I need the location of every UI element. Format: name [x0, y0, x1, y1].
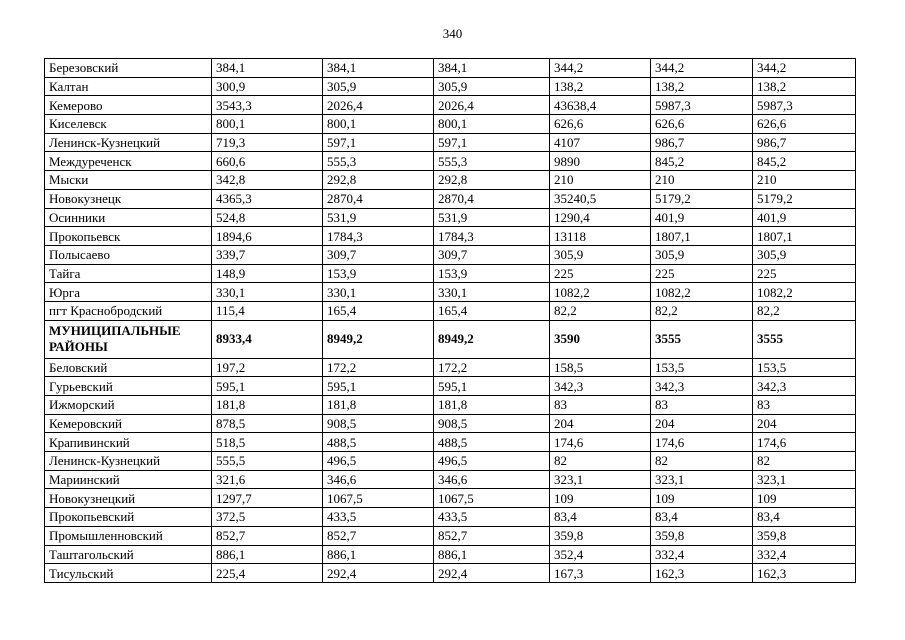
- value-cell: 886,1: [212, 545, 323, 564]
- value-cell: 800,1: [212, 115, 323, 134]
- value-cell: 82,2: [651, 301, 753, 320]
- table-row: [45, 358, 856, 377]
- value-cell: 292,4: [434, 564, 550, 583]
- value-cell: 309,7: [434, 245, 550, 264]
- value-cell: 109: [753, 489, 856, 508]
- value-cell: 359,8: [550, 526, 651, 545]
- value-cell: 1807,1: [753, 227, 856, 246]
- section-label: МУНИЦИПАЛЬНЫЕ РАЙОНЫ: [45, 320, 212, 358]
- value-cell: 344,2: [651, 59, 753, 78]
- value-cell: 597,1: [323, 133, 434, 152]
- municipality-name: Осинники: [45, 208, 212, 227]
- value-cell: 555,3: [323, 152, 434, 171]
- table-row: [45, 152, 856, 171]
- data-table: [44, 58, 856, 583]
- value-cell: 204: [651, 414, 753, 433]
- value-cell: 225: [753, 264, 856, 283]
- value-cell: 330,1: [434, 283, 550, 302]
- value-cell: 1784,3: [323, 227, 434, 246]
- value-cell: 82,2: [550, 301, 651, 320]
- value-cell: 2870,4: [323, 189, 434, 208]
- value-cell: 1784,3: [434, 227, 550, 246]
- value-cell: 433,5: [323, 508, 434, 527]
- value-cell: 5987,3: [651, 96, 753, 115]
- municipality-name: Крапивинский: [45, 433, 212, 452]
- table-row: [45, 115, 856, 134]
- value-cell: 43638,4: [550, 96, 651, 115]
- value-cell: 384,1: [212, 59, 323, 78]
- value-cell: 162,3: [651, 564, 753, 583]
- value-cell: 153,5: [651, 358, 753, 377]
- value-cell: 852,7: [323, 526, 434, 545]
- value-cell: 3555: [651, 320, 753, 358]
- value-cell: 852,7: [212, 526, 323, 545]
- value-cell: 332,4: [651, 545, 753, 564]
- value-cell: 719,3: [212, 133, 323, 152]
- value-cell: 83: [753, 396, 856, 415]
- value-cell: 626,6: [753, 115, 856, 134]
- value-cell: 210: [651, 171, 753, 190]
- value-cell: 148,9: [212, 264, 323, 283]
- value-cell: 2026,4: [434, 96, 550, 115]
- value-cell: 3555: [753, 320, 856, 358]
- value-cell: 174,6: [651, 433, 753, 452]
- value-cell: 305,9: [323, 77, 434, 96]
- value-cell: 138,2: [550, 77, 651, 96]
- table-row: [45, 545, 856, 564]
- value-cell: 305,9: [434, 77, 550, 96]
- municipality-name: Кемерово: [45, 96, 212, 115]
- value-cell: 138,2: [651, 77, 753, 96]
- value-cell: 82: [550, 452, 651, 471]
- value-cell: 292,4: [323, 564, 434, 583]
- value-cell: 210: [753, 171, 856, 190]
- value-cell: 339,7: [212, 245, 323, 264]
- municipality-name: Таштагольский: [45, 545, 212, 564]
- value-cell: 153,5: [753, 358, 856, 377]
- table-row: [45, 189, 856, 208]
- value-cell: 555,3: [434, 152, 550, 171]
- value-cell: 595,1: [434, 377, 550, 396]
- value-cell: 109: [550, 489, 651, 508]
- value-cell: 305,9: [651, 245, 753, 264]
- value-cell: 401,9: [753, 208, 856, 227]
- value-cell: 384,1: [323, 59, 434, 78]
- value-cell: 342,3: [753, 377, 856, 396]
- value-cell: 1067,5: [434, 489, 550, 508]
- municipality-name: пгт Краснобродский: [45, 301, 212, 320]
- value-cell: 531,9: [323, 208, 434, 227]
- municipality-name: Гурьевский: [45, 377, 212, 396]
- value-cell: 8949,2: [323, 320, 434, 358]
- value-cell: 210: [550, 171, 651, 190]
- value-cell: 300,9: [212, 77, 323, 96]
- table-row: [45, 470, 856, 489]
- value-cell: 1290,4: [550, 208, 651, 227]
- value-cell: 878,5: [212, 414, 323, 433]
- value-cell: 181,8: [323, 396, 434, 415]
- value-cell: 165,4: [323, 301, 434, 320]
- value-cell: 332,4: [753, 545, 856, 564]
- value-cell: 359,8: [651, 526, 753, 545]
- value-cell: 908,5: [434, 414, 550, 433]
- value-cell: 908,5: [323, 414, 434, 433]
- table-row: [45, 489, 856, 508]
- municipality-name: Ленинск-Кузнецкий: [45, 452, 212, 471]
- value-cell: 986,7: [753, 133, 856, 152]
- value-cell: 82,2: [753, 301, 856, 320]
- value-cell: 1082,2: [550, 283, 651, 302]
- municipality-name: Киселевск: [45, 115, 212, 134]
- table-row: [45, 396, 856, 415]
- table-row: [45, 208, 856, 227]
- table-row: [45, 414, 856, 433]
- value-cell: 83,4: [651, 508, 753, 527]
- value-cell: 4365,3: [212, 189, 323, 208]
- value-cell: 8933,4: [212, 320, 323, 358]
- table-row: [45, 301, 856, 320]
- value-cell: 346,6: [434, 470, 550, 489]
- value-cell: 1297,7: [212, 489, 323, 508]
- value-cell: 197,2: [212, 358, 323, 377]
- value-cell: 352,4: [550, 545, 651, 564]
- value-cell: 845,2: [753, 152, 856, 171]
- table-row: [45, 564, 856, 583]
- value-cell: 305,9: [753, 245, 856, 264]
- municipality-name: Полысаево: [45, 245, 212, 264]
- value-cell: 660,6: [212, 152, 323, 171]
- value-cell: 323,1: [753, 470, 856, 489]
- value-cell: 174,6: [550, 433, 651, 452]
- municipality-name: Новокузнецкий: [45, 489, 212, 508]
- table-row: [45, 245, 856, 264]
- value-cell: 342,3: [651, 377, 753, 396]
- value-cell: 488,5: [323, 433, 434, 452]
- value-cell: 8949,2: [434, 320, 550, 358]
- value-cell: 305,9: [550, 245, 651, 264]
- value-cell: 986,7: [651, 133, 753, 152]
- municipality-name: Ижморский: [45, 396, 212, 415]
- value-cell: 886,1: [323, 545, 434, 564]
- value-cell: 1082,2: [651, 283, 753, 302]
- value-cell: 3543,3: [212, 96, 323, 115]
- municipality-name: Промышленновский: [45, 526, 212, 545]
- value-cell: 359,8: [753, 526, 856, 545]
- value-cell: 115,4: [212, 301, 323, 320]
- value-cell: 518,5: [212, 433, 323, 452]
- value-cell: 165,4: [434, 301, 550, 320]
- table-row: [45, 508, 856, 527]
- value-cell: 9890: [550, 152, 651, 171]
- value-cell: 82: [651, 452, 753, 471]
- municipality-name: Беловский: [45, 358, 212, 377]
- value-cell: 174,6: [753, 433, 856, 452]
- value-cell: 5179,2: [753, 189, 856, 208]
- municipality-name: Междуреченск: [45, 152, 212, 171]
- municipality-name: Мариинский: [45, 470, 212, 489]
- table-row: [45, 227, 856, 246]
- value-cell: 1894,6: [212, 227, 323, 246]
- value-cell: 83: [651, 396, 753, 415]
- municipality-name: Прокопьевский: [45, 508, 212, 527]
- value-cell: 1067,5: [323, 489, 434, 508]
- value-cell: 1807,1: [651, 227, 753, 246]
- value-cell: 321,6: [212, 470, 323, 489]
- value-cell: 13118: [550, 227, 651, 246]
- table-row: [45, 377, 856, 396]
- value-cell: 886,1: [434, 545, 550, 564]
- value-cell: 800,1: [323, 115, 434, 134]
- municipality-name: Новокузнецк: [45, 189, 212, 208]
- value-cell: 433,5: [434, 508, 550, 527]
- table-row: [45, 526, 856, 545]
- value-cell: 626,6: [550, 115, 651, 134]
- value-cell: 309,7: [323, 245, 434, 264]
- value-cell: 204: [753, 414, 856, 433]
- value-cell: 401,9: [651, 208, 753, 227]
- table-row: [45, 433, 856, 452]
- value-cell: 5179,2: [651, 189, 753, 208]
- value-cell: 153,9: [434, 264, 550, 283]
- municipality-name: Калтан: [45, 77, 212, 96]
- municipality-name: Прокопьевск: [45, 227, 212, 246]
- value-cell: 597,1: [434, 133, 550, 152]
- table-row: [45, 133, 856, 152]
- value-cell: 342,8: [212, 171, 323, 190]
- table-row: [45, 264, 856, 283]
- value-cell: 204: [550, 414, 651, 433]
- municipality-name: Кемеровский: [45, 414, 212, 433]
- value-cell: 225: [550, 264, 651, 283]
- value-cell: 344,2: [753, 59, 856, 78]
- page-number: 340: [442, 26, 463, 41]
- table-body: [45, 59, 856, 583]
- value-cell: 181,8: [434, 396, 550, 415]
- value-cell: 323,1: [550, 470, 651, 489]
- value-cell: 138,2: [753, 77, 856, 96]
- value-cell: 83,4: [550, 508, 651, 527]
- section-row: [45, 320, 856, 358]
- value-cell: 162,3: [753, 564, 856, 583]
- table-row: [45, 77, 856, 96]
- value-cell: 5987,3: [753, 96, 856, 115]
- municipality-name: Юрга: [45, 283, 212, 302]
- table-row: [45, 283, 856, 302]
- value-cell: 496,5: [434, 452, 550, 471]
- value-cell: 323,1: [651, 470, 753, 489]
- municipality-name: Тайга: [45, 264, 212, 283]
- value-cell: 83,4: [753, 508, 856, 527]
- municipality-name: Мыски: [45, 171, 212, 190]
- value-cell: 225: [651, 264, 753, 283]
- value-cell: 845,2: [651, 152, 753, 171]
- value-cell: 496,5: [323, 452, 434, 471]
- value-cell: 82: [753, 452, 856, 471]
- municipality-name: Ленинск-Кузнецкий: [45, 133, 212, 152]
- value-cell: 346,6: [323, 470, 434, 489]
- value-cell: 626,6: [651, 115, 753, 134]
- value-cell: 330,1: [323, 283, 434, 302]
- value-cell: 488,5: [434, 433, 550, 452]
- value-cell: 225,4: [212, 564, 323, 583]
- municipality-name: Березовский: [45, 59, 212, 78]
- table-row: [45, 96, 856, 115]
- table-row: [45, 171, 856, 190]
- municipality-name: Тисульский: [45, 564, 212, 583]
- value-cell: 3590: [550, 320, 651, 358]
- value-cell: 172,2: [434, 358, 550, 377]
- value-cell: 2026,4: [323, 96, 434, 115]
- value-cell: 158,5: [550, 358, 651, 377]
- value-cell: 342,3: [550, 377, 651, 396]
- value-cell: 524,8: [212, 208, 323, 227]
- value-cell: 181,8: [212, 396, 323, 415]
- value-cell: 292,8: [434, 171, 550, 190]
- value-cell: 35240,5: [550, 189, 651, 208]
- value-cell: 555,5: [212, 452, 323, 471]
- value-cell: 800,1: [434, 115, 550, 134]
- value-cell: 4107: [550, 133, 651, 152]
- value-cell: 344,2: [550, 59, 651, 78]
- value-cell: 372,5: [212, 508, 323, 527]
- value-cell: 852,7: [434, 526, 550, 545]
- value-cell: 384,1: [434, 59, 550, 78]
- value-cell: 330,1: [212, 283, 323, 302]
- table-row: [45, 452, 856, 471]
- value-cell: 167,3: [550, 564, 651, 583]
- value-cell: 109: [651, 489, 753, 508]
- value-cell: 1082,2: [753, 283, 856, 302]
- value-cell: 2870,4: [434, 189, 550, 208]
- value-cell: 292,8: [323, 171, 434, 190]
- value-cell: 153,9: [323, 264, 434, 283]
- value-cell: 595,1: [212, 377, 323, 396]
- table-row: [45, 59, 856, 78]
- value-cell: 172,2: [323, 358, 434, 377]
- value-cell: 531,9: [434, 208, 550, 227]
- value-cell: 595,1: [323, 377, 434, 396]
- value-cell: 83: [550, 396, 651, 415]
